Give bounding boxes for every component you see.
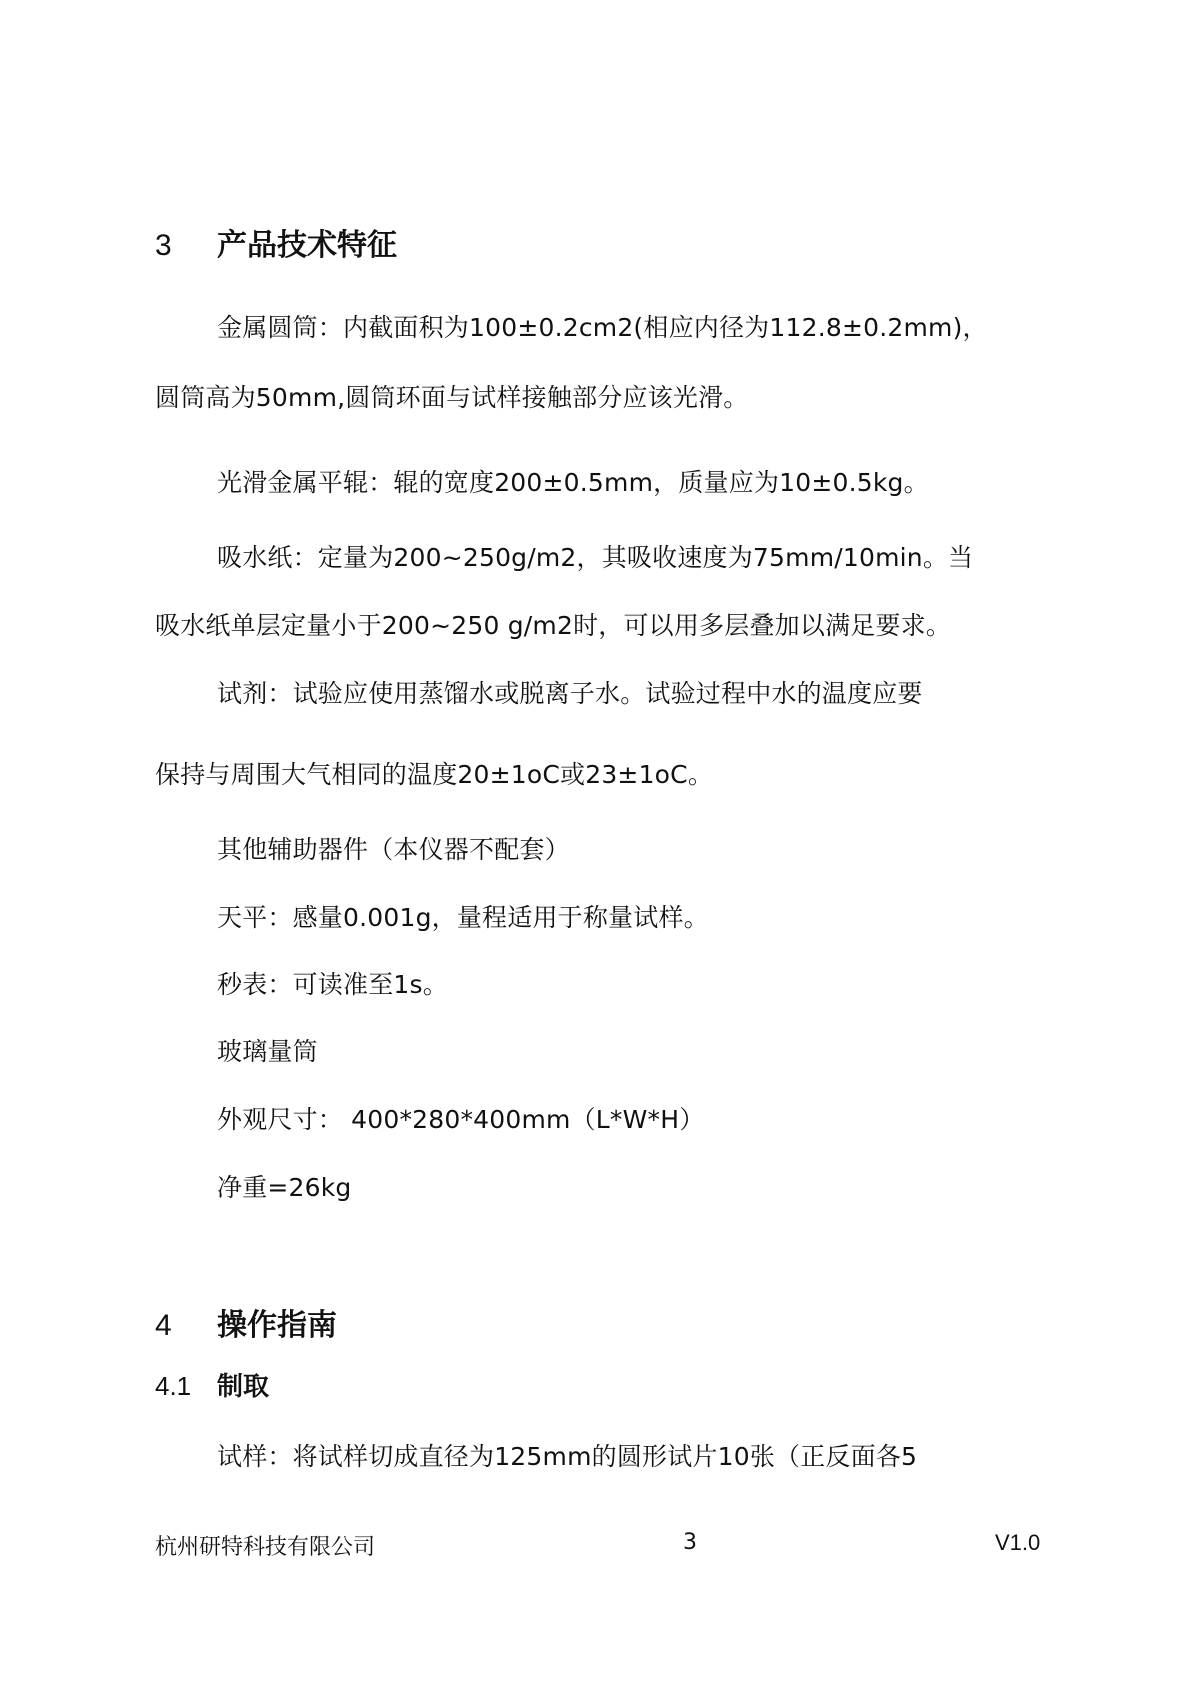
section-4-number: 4 [155,1309,172,1342]
paragraph-sample: 试样：将试样切成直径为125mm的圆形试片10张（正反面各5 [217,1442,918,1471]
paragraph-blotting-paper: 吸水纸：定量为200~250g/m2，其吸收速度为75mm/10min。当 [217,543,974,572]
paragraph-smooth-roller: 光滑金属平辊：辊的宽度200±0.5mm，质量应为10±0.5kg。 [217,468,929,497]
footer-version: V1.0 [995,1530,1041,1555]
section-3-heading [155,220,397,264]
paragraph-cylinder-height: 圆筒高为50mm,圆筒环面与试样接触部分应该光滑。 [155,383,749,412]
section-4-1-number: 4.1 [155,1371,192,1401]
section-4-heading [155,1300,337,1344]
paragraph-reagent: 试剂：试验应使用蒸馏水或脱离子水。试验过程中水的温度应要 [217,679,923,708]
paragraph-blotting-paper-cont: 吸水纸单层定量小于200~250 g/m2时，可以用多层叠加以满足要求。 [155,611,952,640]
paragraph-dimensions: 外观尺寸： 400*280*400mm（L*W*H） [217,1105,705,1134]
paragraph-other-accessories: 其他辅助器件（本仪器不配套） [217,835,570,864]
section-4-1-title: 制取 [217,1372,270,1402]
paragraph-metal-cylinder: 金属圆筒：内截面积为100±0.2cm2(相应内径为112.8±0.2mm)， [217,313,988,342]
paragraph-balance: 天平：感量0.001g，量程适用于称量试样。 [217,903,709,932]
footer-company: 杭州研特科技有限公司 [155,1535,376,1560]
footer-page-number: 3 [683,1530,697,1555]
section-3-number: 3 [155,229,172,262]
paragraph-net-weight: 净重=26kg [217,1173,352,1202]
paragraph-stopwatch: 秒表：可读准至1s。 [217,970,448,999]
section-3-title: 产品技术特征 [217,228,397,263]
paragraph-measuring-cylinder: 玻璃量筒 [217,1037,318,1066]
section-4-1-heading [155,1366,269,1403]
paragraph-reagent-cont: 保持与周围大气相同的温度20±1oC或23±1oC。 [155,760,714,789]
section-4-title: 操作指南 [217,1308,337,1343]
